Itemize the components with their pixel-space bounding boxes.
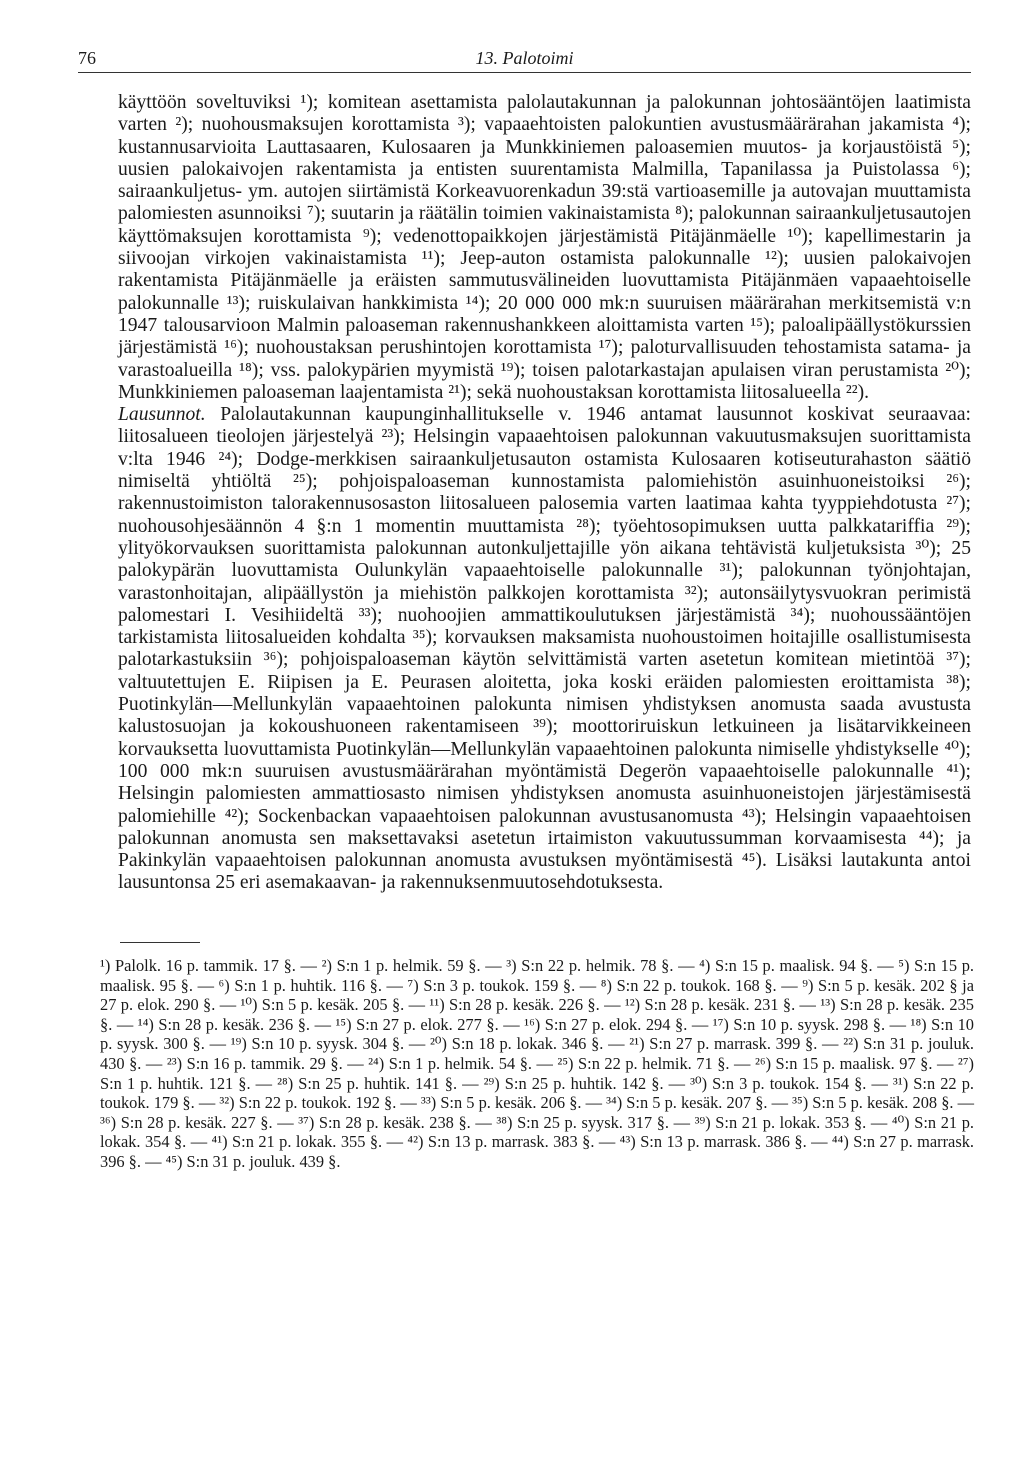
- body-text: [118, 92, 971, 895]
- paragraph-2: [118, 404, 971, 895]
- footnotes-text: ¹) Palolk. 16 p. tammik. 17 §. — ²) S:n 1 p. helmik. 59 §. — ³) S:n 22 p. helmik. 78 §. — ⁴) S:n 15 p. maalisk. 94 §. — ⁵) S:n 15 p. maalisk. 95 §. — ⁶) S:n 1 p. huhtik. 116 §. — ⁷) S:n 3 p. toukok. 159 §. — ⁸) S:n 22 p. toukok. 168 §. — ⁹) S:n 5 p. kesäk. 202 § ja 27 p. elok. 290 §. — ¹⁰) S:n 5 p. kesäk. 205 §. — ¹¹) S:n 28 p. kesäk. 226 §. — ¹²) S:n 28 p. kesäk. 231 §. — ¹³) S:n 28 p. kesäk. 235 §. — ¹⁴) S:n 28 p. kesäk. 236 §. — ¹⁵) S:n 27 p. elok. 277 §. — ¹⁶) S:n 27 p. elok. 294 §. — ¹⁷) S:n 10 p. syysk. 298 §. — ¹⁸) S:n 10 p. syysk. 300 §. — ¹⁹) S:n 10 p. syysk. 304 §. — ²⁰) S:n 18 p. lokak. 346 §. — ²¹) S:n 27 p. marrask. 399 §. — ²²) S:n 31 p. jouluk. 430 §. — ²³) S:n 16 p. tammik. 29 §. — ²⁴) S:n 1 p. helmik. 54 §. — ²⁵) S:n 22 p. helmik. 71 §. — ²⁶) S:n 15 p. maalisk. 97 §. — ²⁷) S:n 1 p. huhtik. 121 §. — ²⁸) S:n 25 p. huhtik. 141 §. — ²⁹) S:n 25 p. huhtik. 142 §. — ³⁰) S:n 3 p. toukok. 154 §. — ³¹) S:n 22 p. toukok. 179 §. — ³²) S:n 22 p. toukok. 192 §. — ³³) S:n 5 p. kesäk. 206 §. — ³⁴) S:n 5 p. kesäk. 207 §. — ³⁵) S:n 5 p. kesäk. 208 §. — ³⁶) S:n 28 p. kesäk. 227 §. — ³⁷) S:n 28 p. kesäk. 238 §. — ³⁸) S:n 25 p. syysk. 317 §. — ³⁹) S:n 21 p. lokak. 353 §. — ⁴⁰) S:n 21 p. lokak. 354 §. — ⁴¹) S:n 21 p. lokak. 355 §. — ⁴²) S:n 13 p. marrask. 383 §. — ⁴³) S:n 13 p. marrask. 386 §. — ⁴⁴) S:n 27 p. marrask. 396 §. — ⁴⁵) S:n 31 p. jouluk. 439 §.: [100, 956, 974, 1171]
- page-number: 76: [78, 48, 96, 68]
- paragraph-2-lead: Lausunnot.: [118, 404, 206, 426]
- page-header: [78, 48, 971, 73]
- paragraph-2-text: Palolautakunnan kaupunginhallitukselle v. 1946 antamat lausunnot koskivat seuraavaa: liitosalueen tieolojen järjestelyä ²³); Helsingin vapaaehtoisen palokunnan vakuutusmaksujen suorittamista v:lta 1946 ²⁴); Dodge-merkkisen sairaankuljetusauton ostamista Kulosaaren kotiseuturahaston säätiö nimiseltä yhtiöltä ²⁵); pohjoispaloaseman kunnostamista palomiehistön asuinhuoneistoiksi ²⁶); rakennustoimiston talorakennusosaston liitosalueen palosemia varten laatimaa kahta tyyppiehdotusta ²⁷); nuohousohjesäännön 4 §:n 1 momentin muuttamista ²⁸); työehtosopimuksen uutta palkkatariffia ²⁹); ylityökorvauksen suorittamista palokunnan autonkuljettajille yön aikana tehtävistä kuljetuksista ³⁰); 25 palokypärän luovuttamista Oulunkylän vapaaehtoiselle palokunnalle ³¹); palokunnan työnjohtajan, varastonhoitajan, alipäällystön ja miehistön palkkojen korottamista ³²); autonsäilytysvuokran perimistä palomestari I. Vesihiideltä ³³); nuohoojien ammattikoulutuksen järjestämistä ³⁴); nuohoussääntöjen tarkistamista liitosalueiden kohdalta ³⁵); korvauksen maksamista nuohoustoimen hoitajille osallistumisesta palotarkastuksiin ³⁶); pohjoispaloaseman käytön selvittämistä varten asetetun komitean mietintöä ³⁷); valtuutettujen E. Riipisen ja E. Peurasen aloitetta, joka koski eräiden palomiesten eroittamista ³⁸); Puotinkylän—Mellunkylän vapaaehtoinen palokunta nimisen yhdistyksen anomusta saada avustusta kalustosuojan ja kokoushuoneen rakentamiseen ³⁹); moottoriruiskun letkuineen ja lisätarvikkeineen korvauksetta luovuttamista Puotinkylän—Mellunkylän vapaaehtoinen palokunta nimiselle yhdistykselle ⁴⁰); 100 000 mk:n suuruisen avustusmäärärahan myöntämistä Degerön vapaaehtoiselle palokunnalle ⁴¹); Helsingin palomiesten ammattiosasto nimisen yhdistyksen anomusta asuinhuoneistojen järjestämisestä palomiehille ⁴²); Sockenbackan vapaaehtoisen palokunnan avustusanomusta ⁴³); Helsingin vapaaehtoisen palokunnan anomusta sen maksettavaksi asetetun irtaimiston vakuutussumman korvaamisesta ⁴⁴); ja Pakinkylän vapaaehtoisen palokunnan anomusta avustuksen myöntämisestä ⁴⁵). Lisäksi lautakunta antoi lausuntonsa 25 eri asemakaavan- ja rakennuksenmuutosehdotuksesta.: [118, 404, 971, 894]
- paragraph-1: käyttöön soveltuviksi ¹); komitean asettamista palolautakunnan ja palokunnan johtosääntöjen laatimista varten ²); nuohousmaksujen korottamista ³); vapaaehtoisten palokuntien avustusmäärärahan jakamista ⁴); kustannusarvioita Lauttasaaren, Kulosaaren ja Munkkiniemen paloasemien muutos- ja korjaustöistä ⁵); uusien palokaivojen rakentamista ja entisten suurentamista Malmilla, Tapanilassa ja Puistolassa ⁶); sairaankuljetus- ym. autojen siirtämistä Korkeavuorenkadun 39:stä vartioasemille ja autovajan muuttamista palomiesten asunnoiksi ⁷); suutarin ja räätälin toimien vakinaistamista ⁸); palokunnan sairaankuljetusautojen käyttömaksujen korottamista ⁹); vedenottopaikkojen järjestämistä Pitäjänmäelle ¹⁰); kapellimestarin ja siivoojan virkojen vakinaistamista ¹¹); Jeep-auton ostamista palokunnalle ¹²); uusien palokaivojen rakentamista Pitäjänmäelle ja eräisten sammutusvälineiden luovuttamista Pitäjänmäen vapaaehtoiselle palokunnalle ¹³); ruiskulaivan hankkimista ¹⁴); 20 000 000 mk:n suuruisen määrärahan merkitsemistä v:n 1947 talousarvioon Malmin paloaseman rakennushankkeen aloittamista varten ¹⁵); paloalipäällystökurssien järjestämistä ¹⁶); nuohoustaksan perushintojen korottamista ¹⁷); paloturvallisuuden tehostamista satama- ja varastoalueilla ¹⁸); vss. palokypärien myymistä ¹⁹); toisen palotarkastajan apulaisen viran perustamista ²⁰); Munkkiniemen paloaseman laajentamista ²¹); sekä nuohoustaksan korottamista liitosalueella ²²).: [118, 92, 971, 403]
- footnote-rule: [120, 942, 200, 943]
- footnotes: [100, 956, 974, 1172]
- running-title: 13. Palotoimi: [475, 48, 574, 68]
